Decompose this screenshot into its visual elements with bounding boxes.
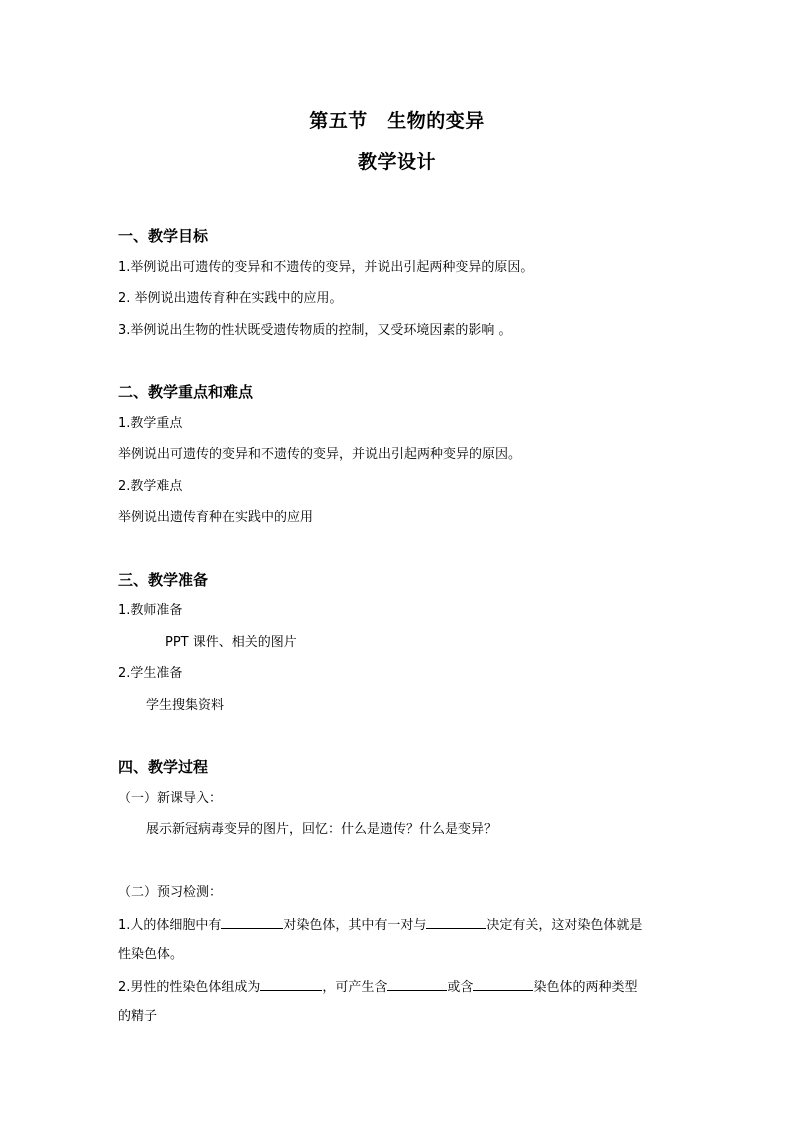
teacher-prep-text: PPT 课件、相关的图片: [165, 635, 297, 650]
key-point-label: 1.教学重点: [118, 416, 183, 431]
quiz-q2-text-b: ，可产生含: [322, 980, 388, 995]
quiz-q1-text-b: 对染色体，其中有一对与: [283, 918, 427, 933]
quiz-question-1: [118, 915, 642, 935]
process-part1-text: 展示新冠病毒变异的图片，回忆：什么是遗传？什么是变异？: [146, 822, 498, 837]
teacher-prep-label: 1.教师准备: [118, 603, 183, 618]
fill-blank[interactable]: [387, 977, 447, 991]
key-point-text: 举例说出可遗传的变异和不遗传的变异，并说出引起两种变异的原因。: [118, 447, 522, 462]
document-title: 第五节 生物的变异: [309, 110, 485, 132]
quiz-q2-text-a: 2.男性的性染色体组成为: [118, 980, 261, 995]
quiz-q1-text-a: 1.人的体细胞中有: [118, 918, 222, 933]
section-heading-process: 四、教学过程: [118, 758, 209, 776]
objective-item-3: 3.举例说出生物的性状既受遗传物质的控制，又受环境因素的影响 。: [118, 323, 512, 338]
quiz-question-1-cont: 性染色体。: [118, 947, 184, 962]
process-part1-label: （一）新课导入：: [118, 791, 223, 806]
fill-blank[interactable]: [260, 977, 322, 991]
difficulty-text: 举例说出遗传育种在实践中的应用: [118, 510, 314, 525]
student-prep-text: 学生搜集资料: [146, 698, 225, 713]
quiz-question-2: [118, 977, 637, 997]
process-part2-label: （二）预习检测：: [118, 885, 223, 900]
fill-blank[interactable]: [426, 915, 486, 929]
quiz-q1-text-c: 决定有关，这对染色体就是: [486, 918, 643, 933]
section-heading-key-points: 二、教学重点和难点: [118, 383, 254, 401]
quiz-q2-text-c: 或含: [447, 980, 474, 995]
section-heading-preparation: 三、教学准备: [118, 571, 209, 589]
section-heading-objectives: 一、教学目标: [118, 227, 209, 245]
objective-item-1: 1.举例说出可遗传的变异和不遗传的变异，并说出引起两种变异的原因。: [118, 260, 534, 275]
student-prep-label: 2.学生准备: [118, 666, 183, 681]
quiz-q2-text-d: 染色体的两种类型: [533, 980, 638, 995]
objective-item-2: 2. 举例说出遗传育种在实践中的应用。: [118, 291, 343, 306]
quiz-question-2-cont: 的精子: [118, 1009, 158, 1024]
document-subtitle: 教学设计: [357, 151, 436, 173]
difficulty-label: 2.教学难点: [118, 479, 183, 494]
fill-blank[interactable]: [221, 915, 283, 929]
fill-blank[interactable]: [473, 977, 533, 991]
